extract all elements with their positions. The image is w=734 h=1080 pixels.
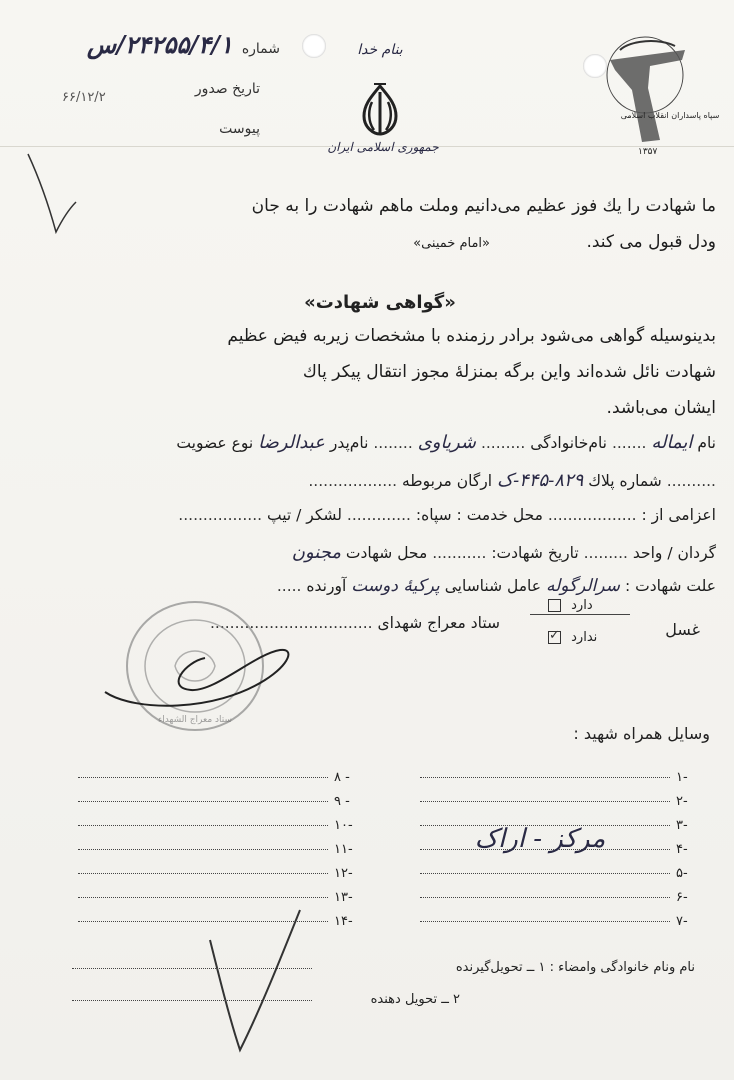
irgc-text: سپاه پاسداران انقلاب اسلامی — [620, 111, 720, 120]
belonging-line-6: ۶- — [414, 890, 688, 905]
irgc-logo-icon — [590, 30, 720, 160]
delivery-giver-field — [72, 1000, 312, 1001]
ghusl-has-label: دارد — [571, 598, 593, 613]
ghusl-option-has[interactable] — [548, 598, 593, 613]
quote-line-2: ودل قبول می کند. — [586, 232, 716, 252]
bismillah: بنام خدا — [357, 42, 403, 58]
ghusl-divider — [530, 614, 630, 615]
plate-label: شماره پلاك — [588, 472, 662, 490]
membership-label: نوع عضویت — [176, 434, 254, 452]
number-label: شماره — [241, 41, 280, 57]
quote-line-1: ما شهادت را یك فوز عظیم می‌دانیم وملت ماهم شهادت را به جان — [251, 196, 716, 216]
family-label: نام‌خانوادگی — [530, 434, 607, 452]
number-value: ۲۴۲۵۵/۴/۱/س — [86, 30, 233, 59]
martyr-place-label: محل شهادت — [345, 544, 428, 562]
quote-author: «امام خمینی» — [413, 236, 490, 251]
hq-label: ستاد معراج شهدای — [377, 614, 500, 632]
belongings-title: وسایل همراه شهید : — [573, 724, 710, 743]
battalion-label: گردان / واحد — [632, 544, 716, 562]
belonging-line-12: ۱۲- — [72, 866, 353, 881]
service-label: محل خدمت : سپاه: — [415, 506, 543, 524]
cause-value: سرالرگوله — [545, 576, 621, 596]
belongings-handwritten: مرکز - اراک — [474, 824, 606, 854]
form-row-plate: .......... شماره پلاك ۸۲۹-۴۴۵-ک ارگان مربوطه .................. — [308, 470, 716, 491]
belonging-line-3: ۳- — [414, 818, 688, 833]
martyr-date-label: تاریخ شهادت: — [491, 544, 579, 562]
checkmark-icon — [200, 900, 310, 1060]
attachment-row — [150, 118, 260, 137]
father-label: نام‌پدر — [329, 434, 369, 452]
form-row-hq: ستاد معراج شهدای ................................. — [209, 614, 500, 632]
organ-label: ارگان مربوطه — [402, 472, 493, 490]
cause-label: علت شهادت : — [624, 577, 716, 595]
belonging-line-13: ۱۳- — [72, 890, 353, 905]
belonging-line-11: ۱۱- — [72, 842, 353, 857]
belonging-line-10: ۱۰- — [72, 818, 353, 833]
number-row — [40, 30, 280, 59]
ghusl-hasnot-label: ندارد — [571, 630, 598, 645]
certificate-line-1: بدینوسیله گواهی می‌شود برادر رزمنده با مشخصات زیربه فیض عظیم — [227, 326, 716, 346]
belonging-line-14: ۱۴- — [72, 914, 353, 929]
identifier-label: عامل شناسایی — [444, 577, 542, 595]
form-row-battalion: گردان / واحد ......... تاریخ شهادت: ........... محل شهادت مجنون — [291, 542, 716, 563]
identifier-value: پرکیهٔ دوست — [351, 576, 440, 596]
emblem-caption: جمهوری اسلامی ایران — [327, 140, 439, 154]
form-row-name: نام ایماله ....... نام‌خانوادگی ......... شریاوی ........ نام‌پدر عبدالرضا نوع عضویت — [176, 432, 716, 453]
father-value: عبدالرضا — [258, 432, 325, 453]
certificate-title: «گواهی شهادت» — [304, 292, 456, 313]
belonging-line-7: ۷- — [414, 914, 688, 929]
belonging-line-8: ۸ - — [72, 770, 350, 785]
ghusl-hasnot-checkbox[interactable] — [548, 631, 561, 644]
belonging-line-4: ۴- — [414, 842, 688, 857]
plate-value: ۸۲۹-۴۴۵-ک — [496, 470, 584, 491]
family-value: شریاوی — [417, 432, 476, 453]
ghusl-label: غسل — [665, 620, 700, 639]
name-value: ایماله — [651, 432, 693, 453]
form-row-cause: علت شهادت : سرالرگوله عامل شناسایی پرکیهٔ دوست آورنده ..... — [276, 576, 716, 596]
division-label: لشکر / تیپ — [267, 506, 342, 524]
belonging-line-1: ۱- — [414, 770, 688, 785]
martyr-place-value: مجنون — [291, 542, 341, 563]
ghusl-has-checkbox[interactable] — [548, 599, 561, 612]
dispatched-label: اعزامی از : — [641, 506, 716, 524]
irgc-year: ۱۳۵۷ — [638, 147, 658, 157]
issue-date-label: تاریخ صدور — [194, 81, 260, 97]
certificate-line-2: شهادت نائل شده‌اند واین برگه بمنزلهٔ مجوز انتقال پیکر پاك — [302, 362, 716, 382]
stamp-text: ستاد معراج الشهداء — [157, 715, 233, 725]
form-row-dispatch: اعزامی از : .................. محل خدمت : سپاه: ............. لشکر / تیپ ................. — [178, 506, 716, 524]
delivery-receiver-field — [72, 968, 312, 969]
signature-icon — [95, 632, 305, 722]
ghusl-option-hasnot[interactable] — [548, 630, 597, 645]
iran-emblem-icon — [350, 80, 410, 140]
certificate-line-3: ایشان می‌باشد. — [606, 398, 716, 418]
issue-date-value: ۶۶/۱۲/۲ — [62, 90, 106, 105]
belonging-line-9: ۹ - — [72, 794, 350, 809]
attachment-label: پیوست — [219, 121, 260, 137]
delivery-line-2: ۲ ــ تحویل دهنده — [370, 992, 460, 1007]
margin-pen-mark-icon — [20, 150, 80, 240]
bringer-label: آورنده — [306, 577, 347, 595]
belonging-line-5: ۵- — [414, 866, 688, 881]
delivery-line-1: نام ونام خانوادگی وامضاء : ۱ ــ تحویل‌گیرنده — [455, 960, 695, 975]
belonging-line-2: ۲- — [414, 794, 688, 809]
name-label: نام — [697, 434, 716, 452]
punch-hole — [302, 34, 326, 58]
